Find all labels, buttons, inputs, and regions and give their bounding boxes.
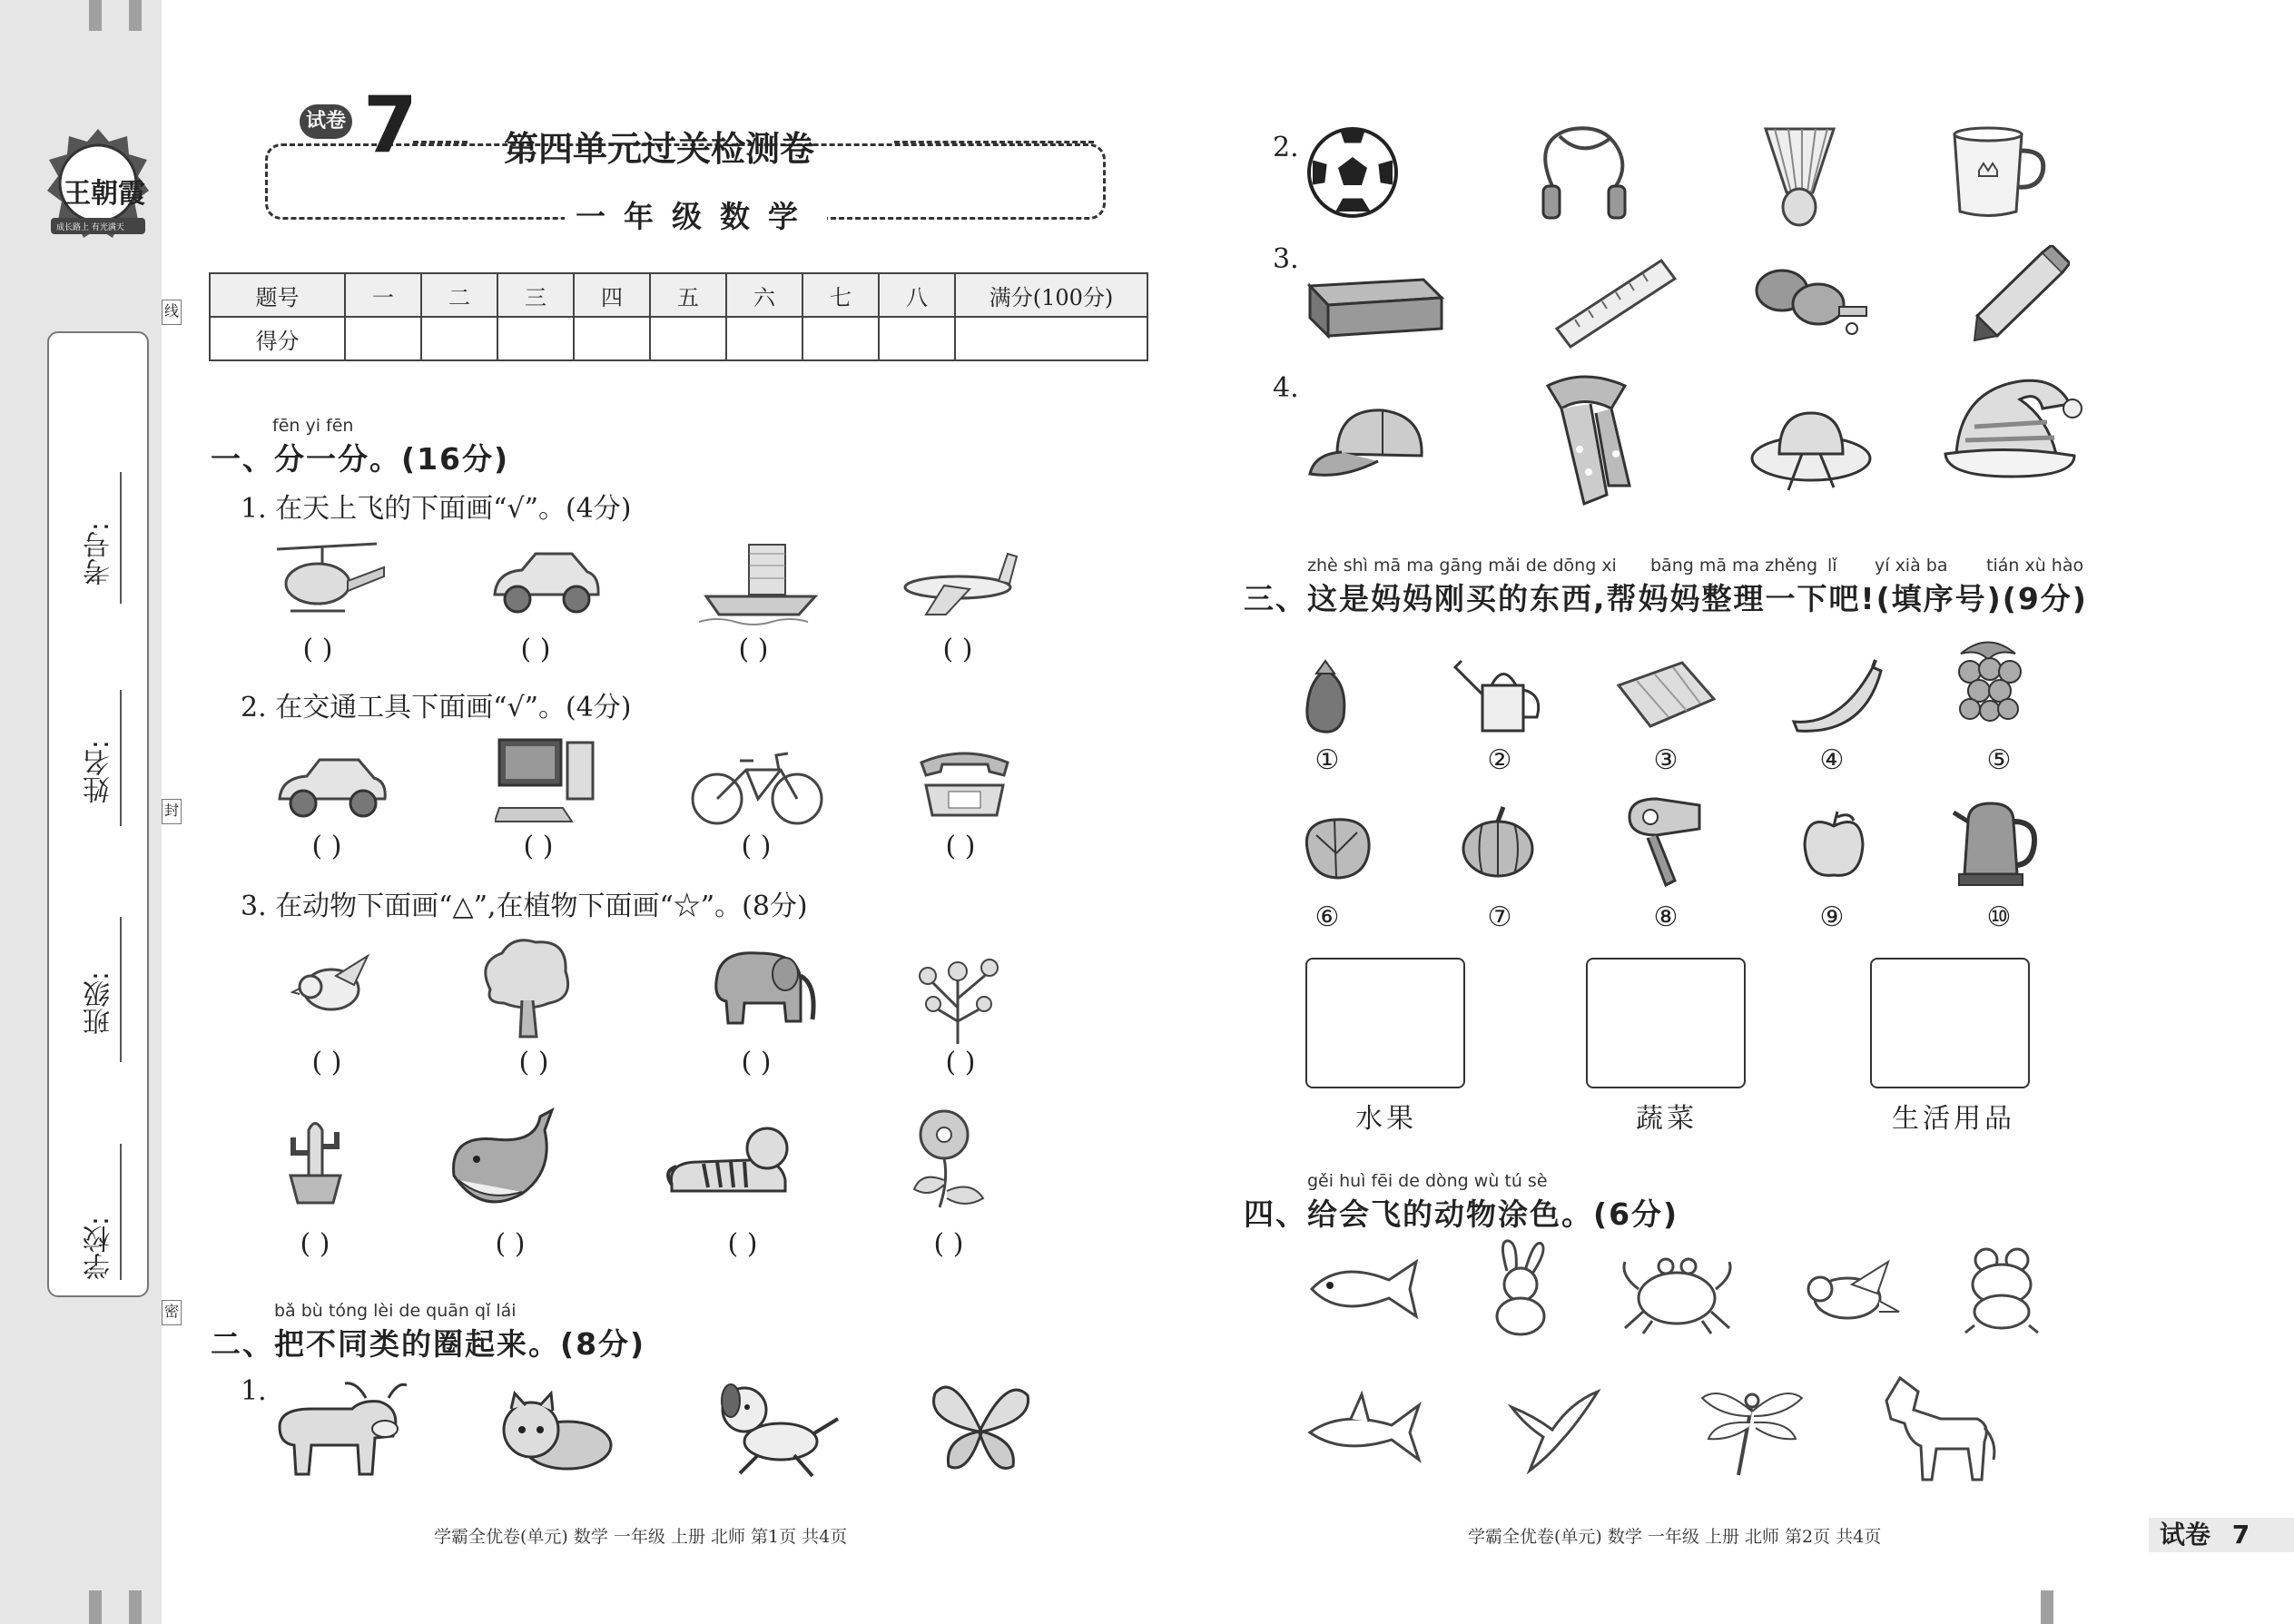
watering-can-icon xyxy=(1451,654,1546,735)
row-number: 4. xyxy=(1273,372,1299,404)
pinyin: bāng mā ma zhěng xyxy=(1650,556,1818,576)
section3-title: 三、这是妈妈刚买的东西,帮妈妈整理一下吧!(填序号)(9分) xyxy=(1244,581,2088,616)
tree-icon xyxy=(477,935,576,1044)
name-label: 姓名: xyxy=(84,740,115,804)
book-icon xyxy=(1305,272,1446,340)
bird-icon xyxy=(290,949,377,1026)
section2-title: 二、把不同类的圈起来。(8分) xyxy=(211,1326,646,1362)
answer-blank[interactable]: ( ) xyxy=(523,831,554,862)
answer-blank[interactable]: ( ) xyxy=(942,634,973,665)
paper-badge: 试卷 xyxy=(300,104,352,139)
apple-icon xyxy=(1797,808,1870,881)
student-info-panel xyxy=(47,331,149,1297)
score-cell[interactable] xyxy=(726,317,802,360)
item-label: ④ xyxy=(1819,744,1845,776)
score-cell[interactable] xyxy=(345,317,421,360)
footer-right: 学霸全优卷(单元) 数学 一年级 上册 北师 第2页 共4页 xyxy=(1468,1527,1882,1547)
bicycle-icon xyxy=(690,744,826,826)
pinyin: zhè shì mā ma gāng mǎi de dōng xi xyxy=(1307,556,1617,576)
item-label: ③ xyxy=(1653,744,1679,776)
answer-blank[interactable]: ( ) xyxy=(741,1047,772,1078)
elephant-icon xyxy=(699,940,822,1035)
vegetable-answer-box[interactable] xyxy=(1586,958,1746,1088)
shuttlecock-icon xyxy=(1757,120,1843,229)
question-1-2: 2. 在交通工具下面画“√”。(4分) xyxy=(241,692,632,723)
table-cell: 一 xyxy=(345,273,421,317)
cut-mark: 密 xyxy=(162,1300,182,1325)
item-label: ① xyxy=(1314,744,1340,776)
car-icon xyxy=(272,749,390,826)
answer-blank[interactable]: ( ) xyxy=(727,1228,758,1260)
score-cell[interactable] xyxy=(802,317,879,360)
cut-mark: 线 xyxy=(162,300,182,325)
cup-icon xyxy=(1947,125,2052,221)
item-label: ⑨ xyxy=(1819,901,1845,933)
score-cell[interactable] xyxy=(421,317,497,360)
wool-hat-icon xyxy=(1938,363,2083,490)
flower-plant-icon xyxy=(908,944,1008,1048)
car-icon xyxy=(486,545,604,622)
dragonfly-icon[interactable] xyxy=(1698,1375,1807,1480)
answer-blank[interactable]: ( ) xyxy=(933,1228,964,1260)
answer-blank[interactable]: ( ) xyxy=(495,1228,526,1260)
swallow-icon[interactable] xyxy=(1498,1384,1602,1475)
question-1-1: 1. 在天上飞的下面画“√”。(4分) xyxy=(241,493,632,525)
class-label: 班级: xyxy=(84,971,115,1036)
item-label: ⑩ xyxy=(1986,901,2012,933)
footer-left: 学霸全优卷(单元) 数学 一年级 上册 北师 第1页 共4页 xyxy=(434,1527,848,1547)
crab-icon[interactable] xyxy=(1616,1248,1738,1334)
category-fruit: 水果 xyxy=(1355,1103,1417,1135)
paper-number: 7 xyxy=(363,80,418,171)
category-household: 生活用品 xyxy=(1892,1103,2015,1135)
table-cell: 八 xyxy=(879,273,955,317)
pinyin: gěi huì fēi de dòng wù tú sè xyxy=(1307,1171,1548,1191)
binding-bar-bottom xyxy=(89,1590,102,1624)
tiger-icon xyxy=(663,1117,794,1198)
name-line[interactable] xyxy=(120,690,122,826)
cabbage-icon xyxy=(1298,812,1375,885)
helicopter-icon xyxy=(268,540,390,626)
score-cell[interactable] xyxy=(650,317,726,360)
pumpkin-icon xyxy=(1460,803,1537,881)
horse-icon[interactable] xyxy=(1877,1369,2000,1487)
row-number: 1. xyxy=(241,1375,267,1407)
pinyin: tián xù hào xyxy=(1986,556,2084,576)
score-cell[interactable] xyxy=(879,317,955,360)
eggplant-icon xyxy=(1298,654,1353,735)
banana-icon xyxy=(1787,658,1886,735)
item-label: ⑤ xyxy=(1986,744,2012,776)
table-cell: 三 xyxy=(497,273,574,317)
logo-text: 王朝霞 xyxy=(64,178,145,210)
answer-blank[interactable]: ( ) xyxy=(311,831,342,862)
binding-bar-bottom xyxy=(129,1590,142,1624)
answer-blank[interactable]: ( ) xyxy=(300,1228,330,1260)
answer-blank[interactable]: ( ) xyxy=(741,831,772,862)
binding-bar-top xyxy=(129,0,142,31)
table-row xyxy=(210,273,1147,317)
answer-blank[interactable]: ( ) xyxy=(520,634,551,665)
shark-icon[interactable] xyxy=(1305,1387,1428,1473)
cut-mark: 封 xyxy=(162,799,182,824)
bird-icon[interactable] xyxy=(1797,1257,1902,1330)
pinyin: lǐ xyxy=(1827,556,1837,576)
class-line[interactable] xyxy=(120,917,122,1062)
question-1-3: 3. 在动物下面画“△”,在植物下面画“☆”。(8分) xyxy=(241,891,808,922)
row-number: 2. xyxy=(1273,132,1299,163)
answer-blank[interactable]: ( ) xyxy=(302,634,333,665)
section1-title: 一、分一分。(16分) xyxy=(211,441,510,477)
item-label: ② xyxy=(1487,744,1512,776)
binding-bar-bottom xyxy=(2041,1590,2053,1624)
score-table xyxy=(209,272,1148,361)
jump-rope-icon xyxy=(1532,123,1637,222)
score-cell[interactable] xyxy=(574,317,650,360)
page-tag xyxy=(2149,1518,2294,1552)
sun-hat-icon xyxy=(1748,404,1875,495)
table-cell: 二 xyxy=(421,273,497,317)
rabbit-icon[interactable] xyxy=(1480,1239,1561,1339)
answer-blank[interactable]: ( ) xyxy=(311,1047,342,1078)
pencil-icon xyxy=(1970,245,2070,345)
answer-blank[interactable]: ( ) xyxy=(738,634,769,665)
cactus-icon xyxy=(277,1112,354,1207)
ruler-icon xyxy=(1552,256,1679,356)
table-row xyxy=(210,317,1147,360)
ping-pong-paddles-icon xyxy=(1750,263,1873,336)
household-answer-box[interactable] xyxy=(1870,958,2030,1088)
score-cell[interactable] xyxy=(955,317,1147,360)
kettle-icon xyxy=(1950,794,2041,890)
scarf-icon xyxy=(1534,368,1639,508)
whale-icon xyxy=(445,1103,558,1216)
table-cell: 四 xyxy=(574,273,650,317)
row-number: 3. xyxy=(1273,243,1299,275)
school-line[interactable] xyxy=(120,1144,122,1280)
cap-icon xyxy=(1305,399,1433,486)
table-cell: 五 xyxy=(650,273,726,317)
page-subtitle: 一年级数学 xyxy=(565,193,827,236)
table-cell: 七 xyxy=(802,273,879,317)
item-label: ⑦ xyxy=(1487,901,1512,933)
computer-icon xyxy=(495,735,599,826)
score-cell[interactable] xyxy=(497,317,574,360)
answer-blank[interactable]: ( ) xyxy=(945,831,976,862)
fish-icon[interactable] xyxy=(1303,1253,1430,1325)
header-dash xyxy=(894,141,1094,143)
exam-no-label: 考号: xyxy=(84,522,115,586)
airplane-icon xyxy=(899,549,1021,622)
binding-bar-top xyxy=(89,0,102,31)
pinyin: bǎ bù tóng lèi de quān qǐ lái xyxy=(274,1301,517,1321)
answer-blank[interactable]: ( ) xyxy=(518,1047,549,1078)
towel-icon xyxy=(1614,658,1718,731)
table-cell: 六 xyxy=(726,273,802,317)
exam-no-line[interactable] xyxy=(120,472,122,604)
answer-blank[interactable]: ( ) xyxy=(945,1047,976,1078)
grapes-icon xyxy=(1943,631,2033,740)
pinyin: yí xià ba xyxy=(1875,556,1948,576)
telephone-icon xyxy=(917,744,1012,822)
item-label: ⑧ xyxy=(1653,901,1679,933)
section4-title: 四、给会飞的动物涂色。(6分) xyxy=(1244,1196,1679,1232)
morning-glory-icon xyxy=(903,1107,994,1212)
fruit-answer-box[interactable] xyxy=(1305,958,1465,1088)
butterfly-icon xyxy=(926,1375,1035,1484)
ox-icon xyxy=(271,1373,407,1481)
item-label: ⑥ xyxy=(1314,901,1340,933)
school-label: 学校: xyxy=(84,1216,115,1281)
soccer-ball-icon xyxy=(1305,125,1401,221)
frog-icon[interactable] xyxy=(1961,1244,2043,1334)
page-title: 第四单元过关检测卷 xyxy=(504,129,815,169)
category-vegetable: 蔬菜 xyxy=(1636,1103,1698,1135)
hair-dryer-icon xyxy=(1625,794,1707,894)
logo-ribbon: 成长路上 有光满天 xyxy=(56,223,124,232)
pinyin: fēn yi fēn xyxy=(272,416,354,436)
dog-icon xyxy=(704,1378,844,1482)
cat-icon xyxy=(495,1389,617,1475)
table-cell: 题号 xyxy=(210,273,345,317)
page-tag-label: 试卷 xyxy=(2160,1520,2211,1550)
header-dash xyxy=(413,141,468,143)
table-cell: 满分(100分) xyxy=(955,273,1147,317)
page-tag-number: 7 xyxy=(2231,1520,2250,1550)
table-cell: 得分 xyxy=(210,317,345,360)
sailboat-icon xyxy=(699,540,822,626)
